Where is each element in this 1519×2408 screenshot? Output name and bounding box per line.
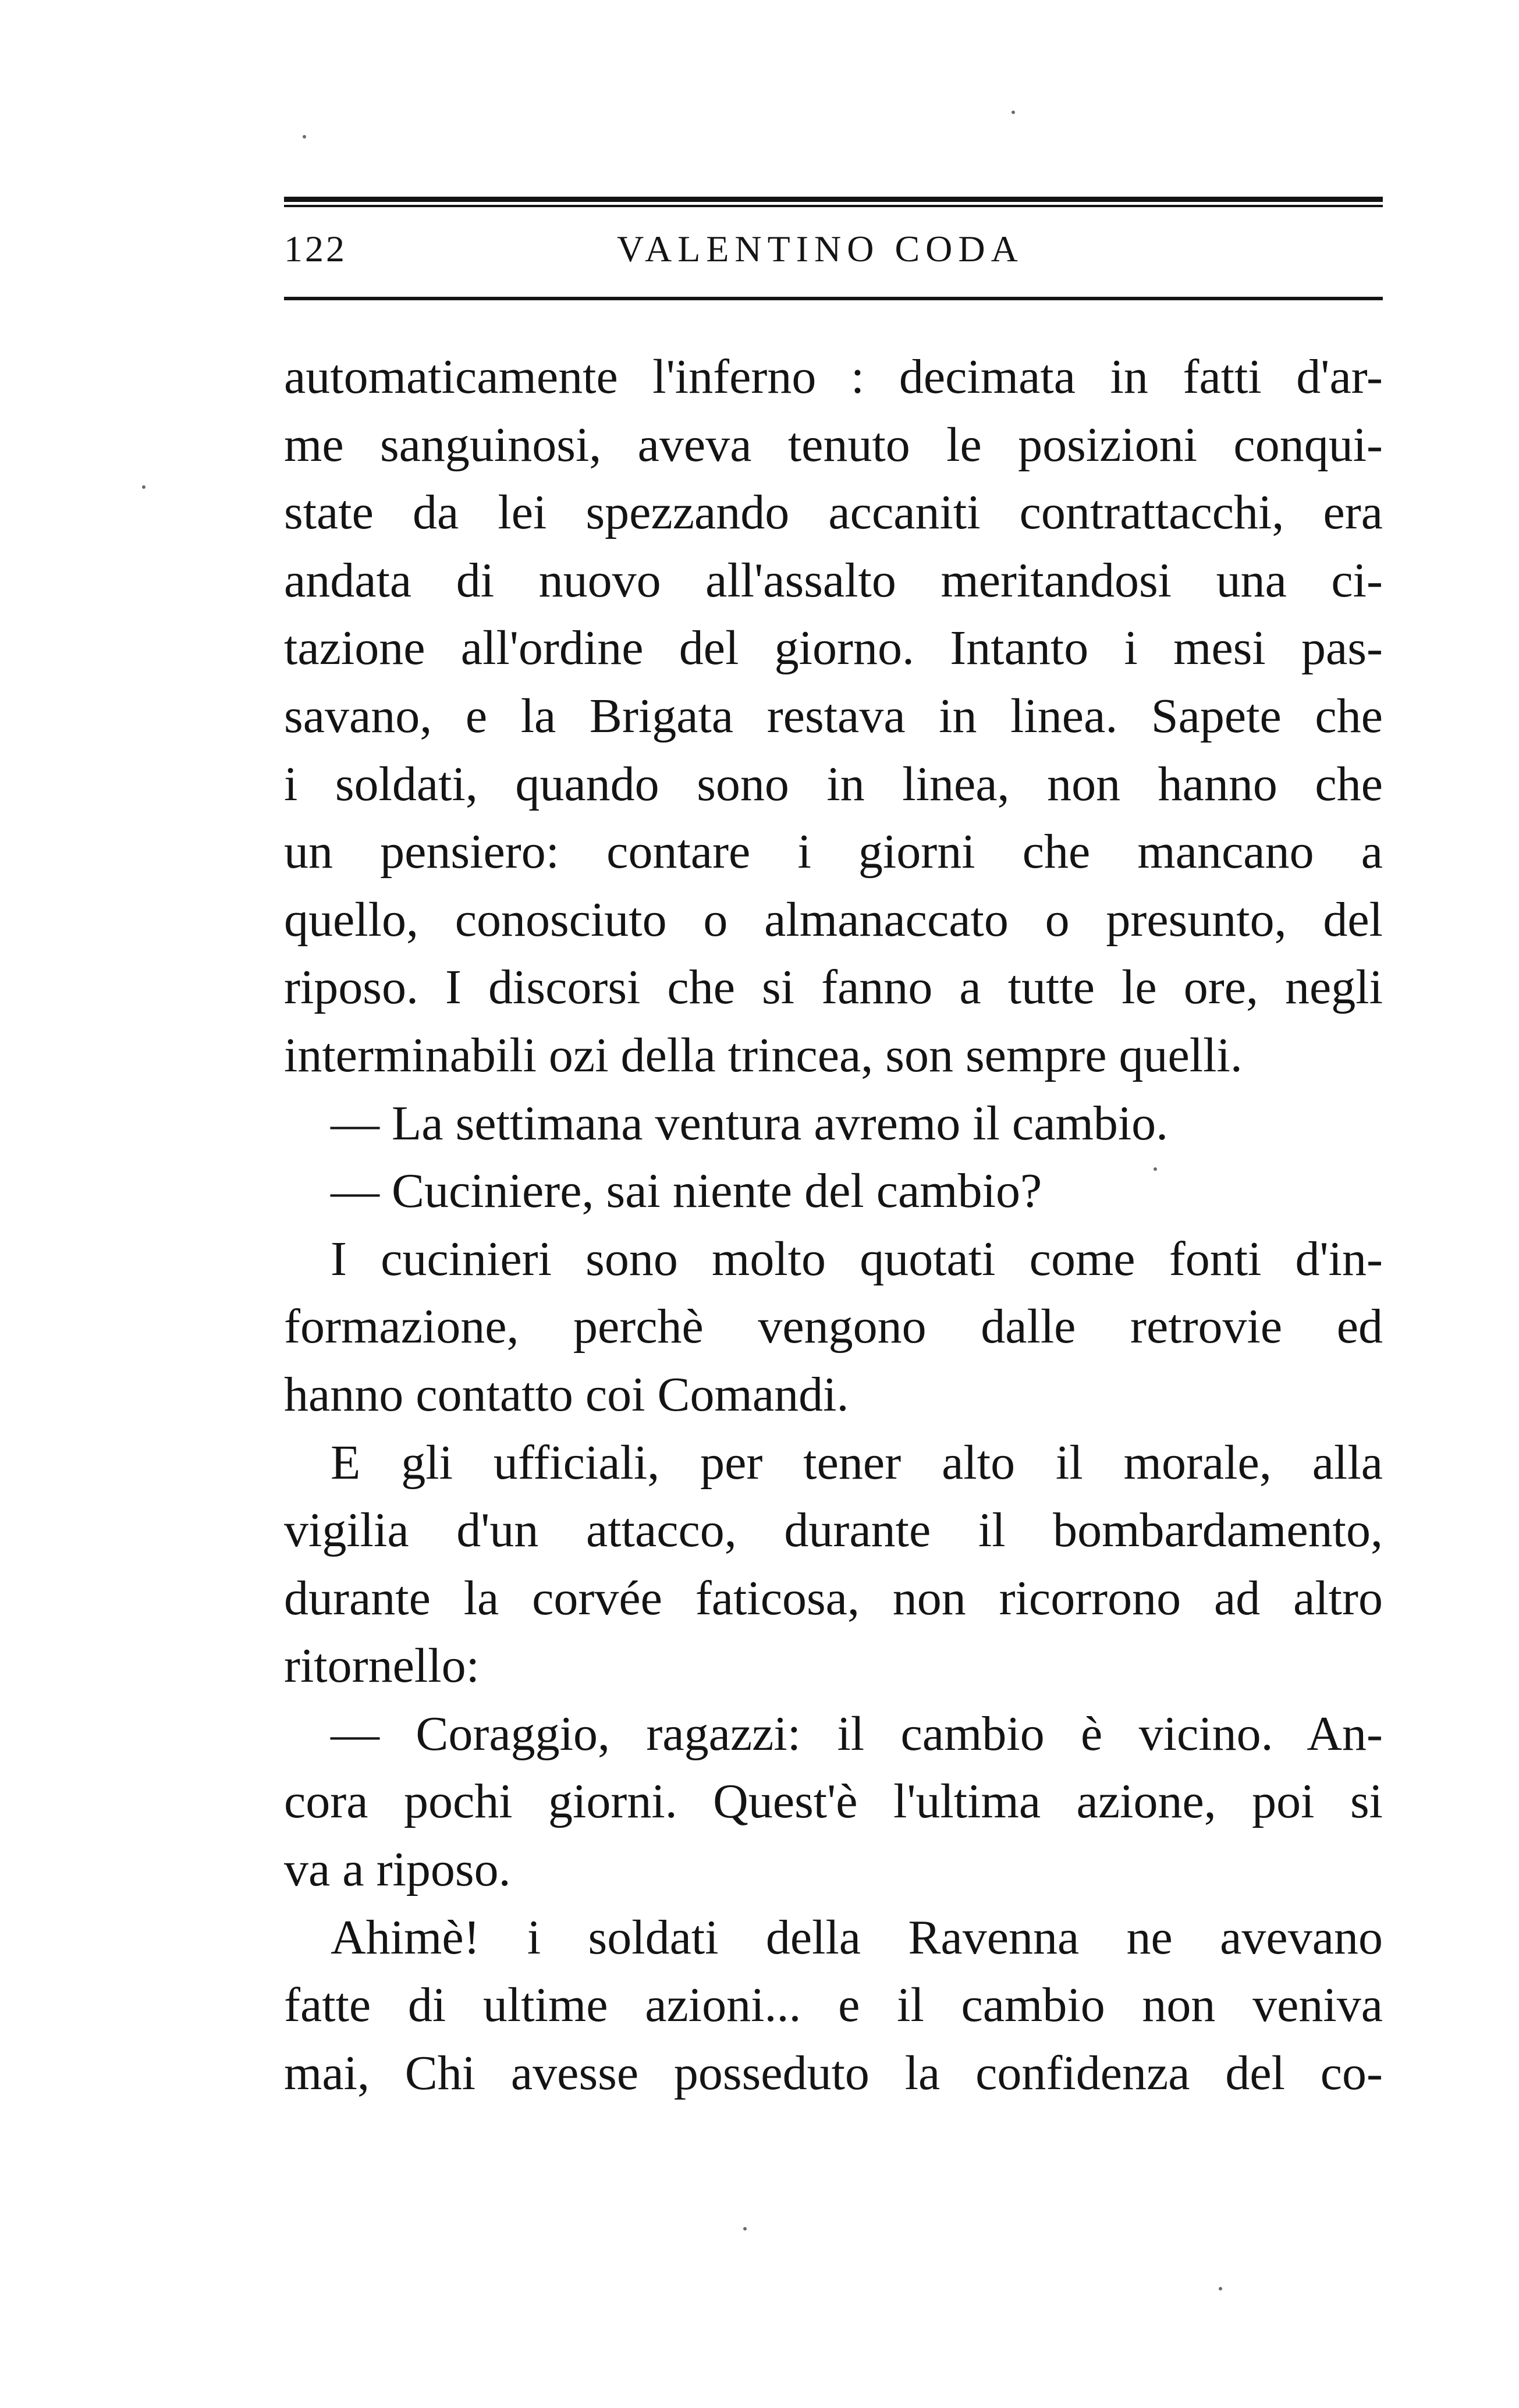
text-line: state da lei spezzando accaniti contrattacchi, era: [284, 485, 1383, 540]
dialogue-line: — Coraggio, ragazzi: il cambio è vicino. An-: [331, 1706, 1383, 1761]
paper-speck: [1154, 1167, 1157, 1171]
text-line: va a riposo.: [284, 1842, 511, 1897]
text-line: un pensiero: contare i giorni che mancano a: [284, 825, 1383, 879]
text-line: ritornello:: [284, 1639, 480, 1693]
header-top-rule-thin: [284, 205, 1383, 207]
text-line: i soldati, quando sono in linea, non hanno che: [284, 757, 1383, 811]
text-line: fatte di ultime azioni... e il cambio non veniva: [284, 1978, 1383, 2033]
running-title: VALENTINO CODA: [617, 228, 1024, 269]
text-line: durante la corvée faticosa, non ricorrono ad altro: [284, 1571, 1383, 1625]
text-line: I cucinieri sono molto quotati come fonti d'in-: [331, 1231, 1383, 1286]
text-line: E gli ufficiali, per tener alto il morale, alla: [331, 1435, 1383, 1490]
text-line: interminabili ozi della trincea, son sempre quelli.: [284, 1028, 1243, 1082]
dialogue-line: — La settimana ventura avremo il cambio.: [331, 1096, 1169, 1150]
text-line: tazione all'ordine del giorno. Intanto i mesi pas-: [284, 621, 1383, 676]
paper-speck: [303, 135, 306, 138]
text-line: me sanguinosi, aveva tenuto le posizioni conqui-: [284, 417, 1383, 472]
text-line: savano, e la Brigata restava in linea. Sapete che: [284, 688, 1383, 743]
paper-speck: [743, 2227, 747, 2231]
text-line: quello, conosciuto o almanaccato o presunto, del: [284, 892, 1383, 947]
paper-speck: [1219, 2287, 1222, 2290]
header-bottom-rule: [284, 297, 1383, 300]
dialogue-line: — Cuciniere, sai niente del cambio?: [331, 1164, 1042, 1219]
page-number: 122: [284, 228, 347, 269]
paper-speck: [142, 485, 145, 489]
text-line: hanno contatto coi Comandi.: [284, 1367, 849, 1422]
body-text: [284, 343, 1383, 2107]
text-line: automaticamente l'inferno : decimata in fatti d'ar-: [284, 350, 1383, 404]
text-line: andata di nuovo all'assalto meritandosi una ci-: [284, 553, 1383, 608]
text-line: Ahimè! i soldati della Ravenna ne avevano: [331, 1910, 1383, 1965]
text-line: formazione, perchè vengono dalle retrovie ed: [284, 1299, 1383, 1354]
text-line: vigilia d'un attacco, durante il bombardamento,: [284, 1503, 1383, 1558]
paper-speck: [1012, 111, 1015, 114]
text-line: riposo. I discorsi che si fanno a tutte le ore, negli: [284, 960, 1383, 1015]
header-top-rule-thick: [284, 197, 1383, 202]
text-line: cora pochi giorni. Quest'è l'ultima azione, poi si: [284, 1774, 1383, 1829]
text-line: mai, Chi avesse posseduto la confidenza del co-: [284, 2045, 1383, 2100]
